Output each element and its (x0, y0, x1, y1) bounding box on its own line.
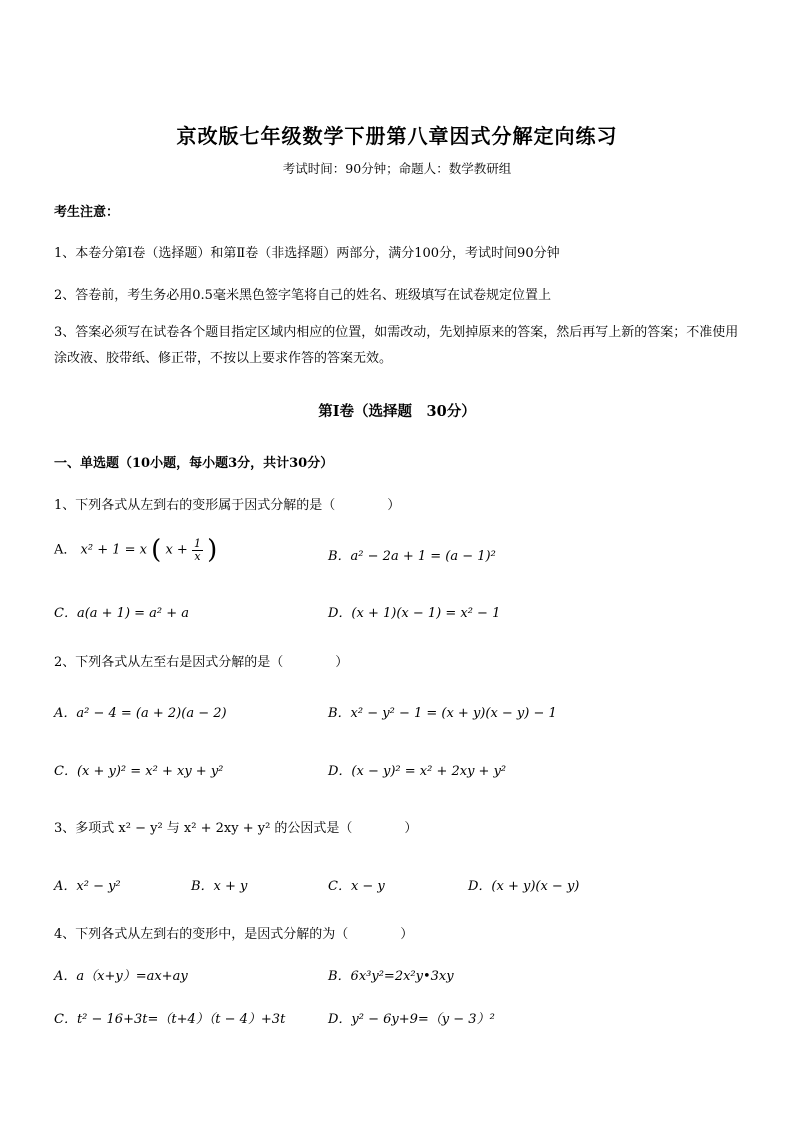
option-a-paren-right: ) (207, 535, 218, 565)
question-1-option-d[interactable]: D．(x + 1)(x − 1) = x² − 1 (328, 606, 501, 621)
option-a-paren-left: ( (151, 535, 162, 565)
question-3-option-d[interactable]: D．(x + y)(x − y) (468, 879, 580, 894)
question-4-option-c[interactable]: C．t² − 16+3t=（t+4）（t − 4）+3t (54, 1012, 286, 1027)
question-2-option-a[interactable]: A．a² − 4 = (a + 2)(a − 2) (54, 706, 227, 721)
question-1-option-c[interactable]: C．a(a + 1) = a² + a (54, 606, 190, 621)
question-2-option-b[interactable]: B．x² − y² − 1 = (x + y)(x − y) − 1 (328, 706, 557, 721)
notice-item-1: 1、本卷分第Ⅰ卷（选择题）和第Ⅱ卷（非选择题）两部分，满分100分，考试时间90分钟 (54, 246, 560, 261)
option-a-term: x + (165, 542, 188, 558)
fraction-numerator: 1 (193, 536, 201, 550)
notice-item-2: 2、答卷前，考生务必用0.5毫米黑色签字笔将自己的姓名、班级填写在试卷规定位置上 (54, 288, 551, 303)
section-title: 第Ⅰ卷（选择题 30分） (318, 403, 476, 420)
part-heading: 一、单选题（10小题，每小题3分，共计30分） (54, 456, 334, 471)
notice-heading: 考生注意： (54, 205, 120, 220)
question-4-option-b[interactable]: B．6x³y²=2x²y•3xy (328, 969, 454, 984)
question-3-stem: 3、多项式 x² − y² 与 x² + 2xy + y² 的公因式是（ ） (54, 821, 418, 836)
fraction-denominator: x (194, 549, 201, 563)
question-2-option-c[interactable]: C．(x + y)² = x² + xy + y² (54, 764, 224, 779)
exam-title: 京改版七年级数学下册第八章因式分解定向练习 (176, 124, 618, 148)
question-1-option-b[interactable]: B．a² − 2a + 1 = (a − 1)² (328, 549, 496, 564)
question-3-option-a[interactable]: A．x² − y² (54, 879, 121, 894)
question-1-stem: 1、下列各式从左到右的变形属于因式分解的是（ ） (54, 498, 401, 513)
question-4-stem: 4、下列各式从左到右的变形中，是因式分解的为（ ） (54, 927, 414, 942)
option-a-fraction (192, 538, 203, 563)
question-3-option-b[interactable]: B．x + y (191, 879, 248, 894)
exam-subtitle: 考试时间：90分钟；命题人：数学教研组 (282, 161, 512, 176)
notice-item-3: 3、答案必须写在试卷各个题目指定区域内相应的位置，如需改动，先划掉原来的答案，然后再写上新的答案；不准使用涂改液、胶带纸、修正带，不按以上要求作答的答案无效。 (54, 325, 739, 366)
question-2-stem: 2、下列各式从左至右是因式分解的是（ ） (54, 655, 349, 670)
question-4-option-a[interactable]: A．a（x+y）=ax+ay (54, 969, 188, 984)
question-3-option-c[interactable]: C．x − y (328, 879, 385, 894)
question-2-option-d[interactable]: D．(x − y)² = x² + 2xy + y² (328, 764, 507, 779)
option-a-label: A． (54, 542, 77, 558)
option-a-lhs: x² + 1 = x (80, 542, 147, 558)
question-4-option-d[interactable]: D．y² − 6y+9=（y − 3）² (328, 1012, 495, 1027)
question-1-option-a[interactable] (54, 535, 217, 565)
